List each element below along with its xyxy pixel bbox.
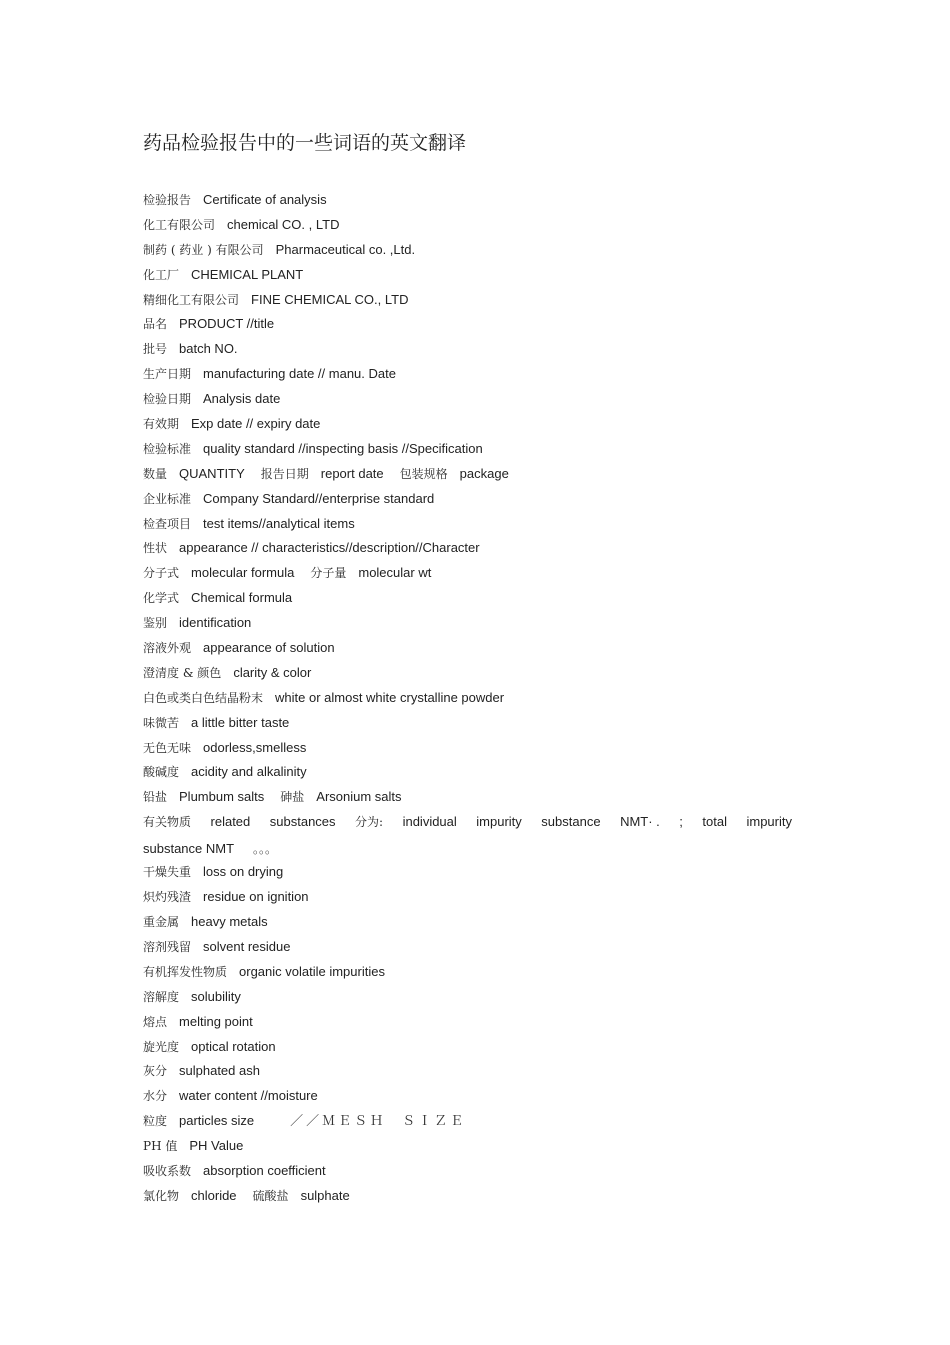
term-chinese-2: 砷盐 — [280, 790, 305, 805]
document-title: 药品检验报告中的一些词语的英文翻译 — [143, 132, 467, 154]
term-english-2: Arsonium salts — [316, 789, 402, 805]
glossary-block-1 — [143, 190, 803, 812]
glossary-entry — [143, 290, 803, 315]
term-english-2: sulphate — [300, 1187, 350, 1203]
term-english: residue on ignition — [203, 889, 309, 905]
term-english: appearance of solution — [203, 640, 335, 656]
term-chinese: 分子式 — [143, 566, 180, 581]
term-chinese: 检验标准 — [143, 441, 192, 456]
term-extra: ／／ＭＥＳＨ ＳＩＺＥ — [290, 1114, 467, 1130]
glossary-entry — [143, 738, 803, 763]
related-substances-line — [143, 812, 792, 839]
term-english: chloride — [191, 1187, 237, 1203]
term-chinese: 制药 ( 药业 ) 有限公司 — [143, 242, 264, 257]
glossary-entry — [143, 937, 803, 962]
glossary-entry — [143, 1111, 803, 1136]
term-english: Exp date // expiry date — [191, 416, 321, 432]
term-chinese: 吸收系数 — [143, 1163, 192, 1178]
glossary-entry — [143, 887, 803, 912]
related-word: related — [210, 814, 251, 830]
glossary-entry — [143, 314, 803, 339]
term-english: appearance // characteristics//description//Character — [179, 540, 480, 556]
glossary-entry — [143, 389, 803, 414]
term-english-3: package — [459, 465, 509, 481]
term-chinese: 企业标准 — [143, 491, 192, 506]
related-word: impurity — [746, 814, 792, 830]
term-english: PRODUCT //title — [179, 316, 275, 332]
term-chinese: 批号 — [143, 342, 168, 357]
term-english: PH Value — [189, 1138, 244, 1154]
term-english: melting point — [179, 1013, 253, 1029]
term-chinese: PH 值 — [143, 1139, 178, 1154]
term-english-2: molecular wt — [358, 565, 432, 581]
glossary-entry — [143, 265, 803, 290]
glossary-entry — [143, 1061, 803, 1086]
term-chinese: 品名 — [143, 317, 168, 332]
term-chinese: 有机挥发性物质 — [143, 964, 228, 979]
glossary-entry — [143, 787, 803, 812]
glossary-entry — [143, 663, 803, 688]
glossary-entry — [143, 713, 803, 738]
glossary-entry — [143, 987, 803, 1012]
glossary-entry — [143, 538, 803, 563]
term-chinese: 熔点 — [143, 1014, 168, 1029]
term-english: optical rotation — [191, 1038, 276, 1054]
related-word: NMT· . — [620, 814, 660, 830]
term-chinese: 有效期 — [143, 417, 180, 432]
term-chinese: 鉴别 — [143, 616, 168, 631]
term-chinese: 生产日期 — [143, 367, 192, 382]
term-english: Plumbum salts — [179, 789, 265, 805]
term-chinese: 水分 — [143, 1089, 168, 1104]
term-english: Certificate of analysis — [203, 192, 327, 207]
term-chinese: 精细化工有限公司 — [143, 292, 240, 307]
related-word: 有关物质 — [143, 815, 192, 830]
term-chinese-2: 报告日期 — [260, 466, 309, 481]
glossary-list — [143, 190, 803, 1211]
related-word: ; — [679, 814, 683, 830]
glossary-entry — [143, 1186, 803, 1211]
term-chinese: 粒度 — [143, 1114, 168, 1129]
term-chinese: 干燥失重 — [143, 865, 192, 880]
term-chinese: 化工有限公司 — [143, 217, 216, 232]
term-chinese-2: 分子量 — [310, 566, 347, 581]
term-english-2: report date — [320, 465, 384, 481]
related-word: 分为: — [355, 815, 384, 830]
term-english: a little bitter taste — [191, 714, 290, 730]
term-english: loss on drying — [203, 864, 284, 880]
term-chinese: 无色无味 — [143, 740, 192, 755]
term-chinese: 化学式 — [143, 591, 180, 606]
term-english: solubility — [191, 988, 241, 1004]
term-english: white or almost white crystalline powder — [275, 689, 505, 705]
related-word: substances — [269, 814, 336, 830]
term-english: particles size — [179, 1113, 255, 1129]
term-chinese-2: 硫酸盐 — [252, 1188, 289, 1203]
term-english: batch NO. — [179, 341, 238, 357]
term-chinese: 澄清度 & 颜色 — [143, 665, 222, 680]
term-chinese: 铅盐 — [143, 790, 168, 805]
glossary-entry — [143, 464, 803, 489]
term-chinese: 检查项目 — [143, 516, 192, 531]
term-chinese: 味微苦 — [143, 715, 180, 730]
glossary-entry — [143, 240, 803, 265]
term-english: acidity and alkalinity — [191, 764, 307, 780]
term-chinese: 灰分 — [143, 1064, 168, 1079]
related-word: impurity — [476, 814, 522, 830]
term-english: FINE CHEMICAL CO., LTD — [251, 291, 409, 307]
term-english: manufacturing date // manu. Date — [203, 366, 396, 382]
term-english: absorption coefficient — [203, 1162, 326, 1178]
continuation-dots: 。。。 — [253, 842, 278, 857]
term-chinese: 溶解度 — [143, 989, 180, 1004]
glossary-entry — [143, 563, 803, 588]
term-english: Analysis date — [203, 391, 281, 407]
term-english: QUANTITY — [179, 465, 245, 481]
term-english: identification — [179, 615, 252, 631]
glossary-entry — [143, 613, 803, 638]
term-english: chemical CO. , LTD — [227, 216, 340, 232]
term-english: quality standard //inspecting basis //Specification — [203, 440, 483, 456]
glossary-entry — [143, 414, 803, 439]
term-english: Company Standard//enterprise standard — [203, 490, 435, 506]
glossary-entry — [143, 862, 803, 887]
term-chinese: 性状 — [143, 541, 168, 556]
term-chinese: 重金属 — [143, 915, 180, 930]
glossary-entry — [143, 439, 803, 464]
term-chinese-3: 包装规格 — [399, 466, 448, 481]
glossary-entry — [143, 364, 803, 389]
term-english: Pharmaceutical co. ,Ltd. — [275, 241, 416, 257]
term-english: solvent residue — [203, 938, 291, 954]
term-chinese: 氯化物 — [143, 1188, 180, 1203]
glossary-entry — [143, 1086, 803, 1111]
term-english: CHEMICAL PLANT — [191, 266, 304, 282]
glossary-entry — [143, 1161, 803, 1186]
term-chinese: 数量 — [143, 466, 168, 481]
term-english: water content //moisture — [179, 1088, 318, 1104]
related-word: substance — [541, 814, 601, 830]
glossary-entry — [143, 688, 803, 713]
related-word: total — [702, 814, 727, 830]
glossary-entry — [143, 1136, 803, 1161]
term-english: organic volatile impurities — [239, 963, 385, 979]
term-chinese: 酸碱度 — [143, 765, 180, 780]
glossary-entry — [143, 1012, 803, 1037]
term-chinese: 检验日期 — [143, 392, 192, 407]
glossary-entry — [143, 215, 803, 240]
glossary-entry — [143, 588, 803, 613]
term-english: sulphated ash — [179, 1063, 260, 1079]
glossary-entry — [143, 514, 803, 539]
term-chinese: 溶液外观 — [143, 641, 192, 656]
term-english: odorless,smelless — [203, 739, 307, 755]
glossary-entry — [143, 912, 803, 937]
term-english: Chemical formula — [191, 590, 293, 606]
continuation-text: substance NMT — [143, 841, 234, 857]
term-chinese: 溶剂残留 — [143, 939, 192, 954]
term-english: heavy metals — [191, 914, 268, 930]
glossary-entry — [143, 762, 803, 787]
term-chinese: 化工厂 — [143, 267, 180, 282]
glossary-entry — [143, 638, 803, 663]
glossary-entry — [143, 1037, 803, 1062]
glossary-entry — [143, 190, 803, 215]
glossary-entry — [143, 339, 803, 364]
glossary-entry — [143, 962, 803, 987]
glossary-block-2 — [143, 862, 803, 1210]
term-chinese: 旋光度 — [143, 1039, 180, 1054]
term-english: molecular formula — [191, 565, 295, 581]
term-chinese: 炽灼残渣 — [143, 890, 192, 905]
term-chinese: 白色或类白色结晶粉末 — [143, 690, 264, 705]
related-substances-continuation — [143, 839, 803, 862]
glossary-entry — [143, 489, 803, 514]
term-english: test items//analytical items — [203, 515, 355, 531]
term-english: clarity & color — [233, 664, 312, 680]
related-word: individual — [402, 814, 457, 830]
term-chinese: 检验报告 — [143, 193, 192, 207]
